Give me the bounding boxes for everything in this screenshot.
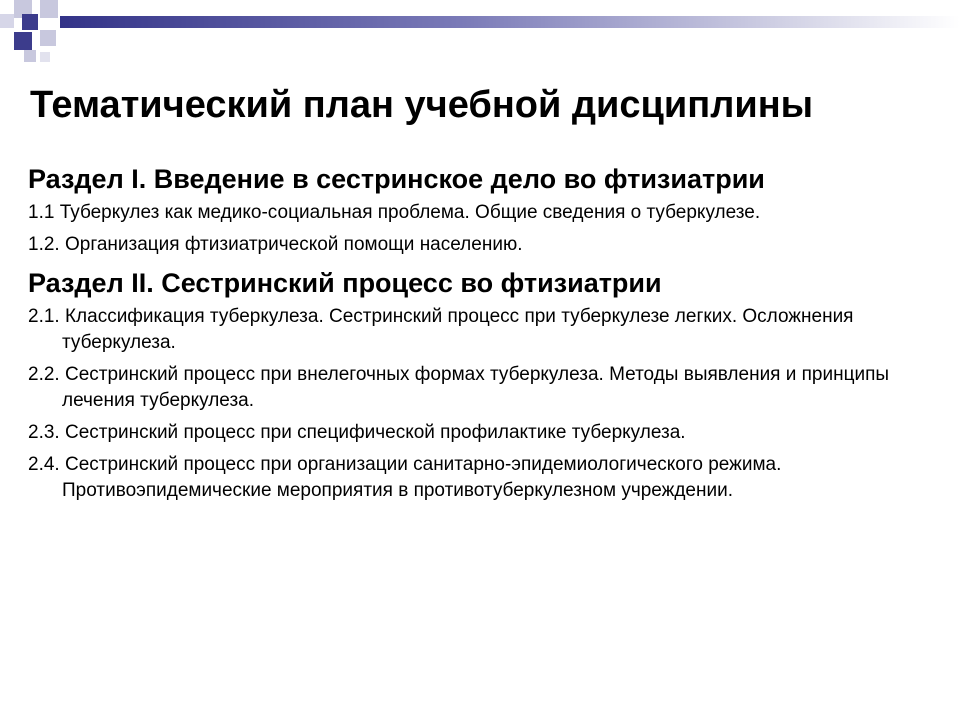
decor-square: [0, 14, 14, 28]
decor-square: [14, 32, 32, 50]
list-item: 1.2. Организация фтизиатрической помощи населению.: [28, 234, 523, 255]
decor-square: [22, 14, 38, 30]
section-heading-2: Раздел II. Сестринский процесс во фтизиатрии: [28, 268, 662, 298]
list-item: 1.1 Туберкулез как медико-социальная проблема. Общие сведения о туберкулезе.: [28, 202, 761, 223]
decor-square: [40, 30, 56, 46]
slide-content: [28, 158, 933, 504]
section-heading-1: Раздел I. Введение в сестринское дело во фтизиатрии: [28, 164, 765, 194]
header-decoration: [0, 0, 960, 64]
list-item: 2.3. Сестринский процесс при специфической профилактике туберкулеза.: [28, 422, 686, 443]
list-item: 2.2. Сестринский процесс при внелегочных формах туберкулеза. Методы выявления и принципы лечения туберкулеза.: [28, 364, 890, 411]
list-item: 2.1. Классификация туберкулеза. Сестринский процесс при туберкулезе легких. Осложнения туберкулеза.: [28, 306, 854, 353]
decor-square: [40, 0, 58, 18]
decor-square: [24, 50, 36, 62]
decor-square: [40, 52, 50, 62]
header-gradient-bar: [60, 16, 960, 28]
slide-title: Тематический план учебной дисциплины: [30, 84, 814, 126]
list-item: 2.4. Сестринский процесс при организации санитарно-эпидемиологического режима. Противоэпидемические мероприятия в противотуберкулезном учреждении.: [28, 454, 782, 501]
